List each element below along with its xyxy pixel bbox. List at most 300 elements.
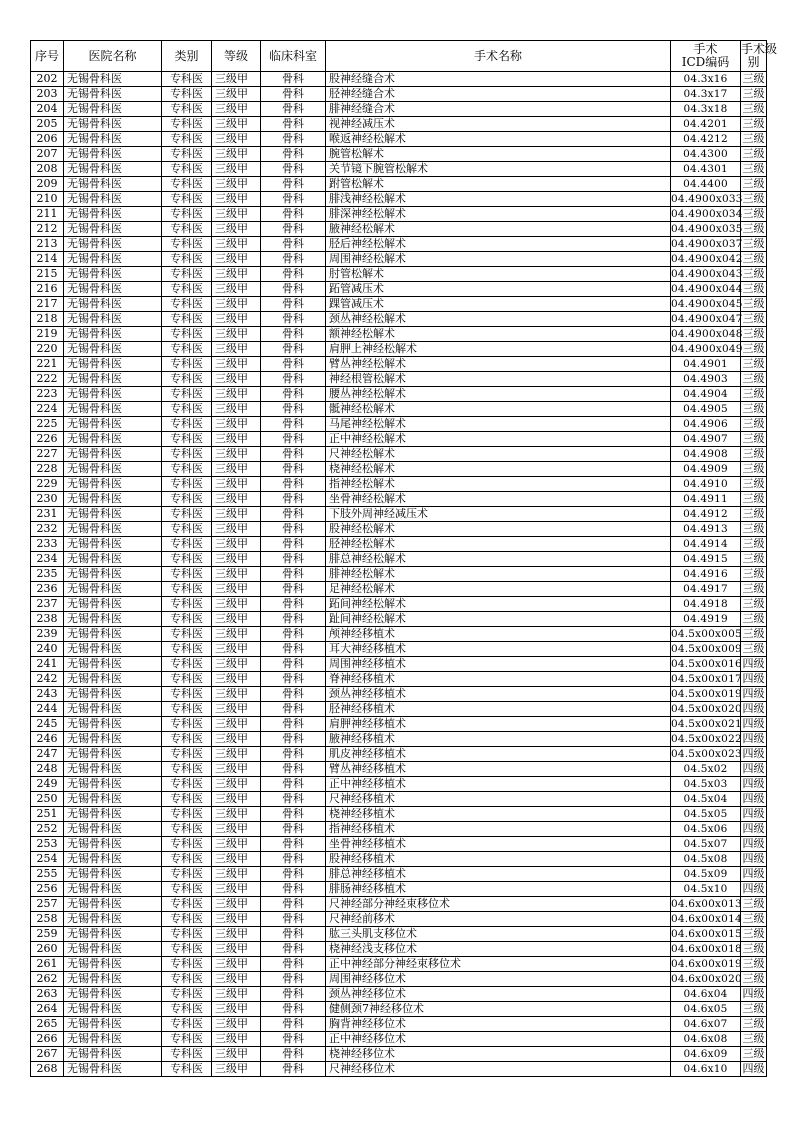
cell-level: 三级	[742, 402, 765, 415]
cell-grade: 三级甲	[212, 267, 261, 282]
cell-grade: 三级甲	[212, 897, 261, 912]
cell-hospital: 无锡骨科医	[64, 117, 162, 132]
cell-dept: 骨科	[261, 567, 326, 582]
cell-dept: 骨科	[261, 417, 326, 432]
cell-seq: 217	[31, 297, 64, 312]
cell-hospital: 无锡骨科医	[64, 207, 162, 222]
cell-category: 专科医	[162, 102, 212, 117]
cell-surgery: 踝管减压术	[326, 297, 671, 312]
cell-dept: 骨科	[261, 477, 326, 492]
cell-seq: 206	[31, 132, 64, 147]
cell-dept: 骨科	[261, 762, 326, 777]
cell-category: 专科医	[162, 117, 212, 132]
cell-level: 三级	[742, 297, 765, 310]
table-row	[31, 942, 767, 957]
cell-icd: 04.5x04	[671, 792, 741, 807]
cell-icd: 04.4919	[671, 612, 741, 627]
cell-surgery: 关节镜下腕管松解术	[326, 162, 671, 177]
cell-surgery: 神经根管松解术	[326, 372, 671, 387]
cell-dept: 骨科	[261, 522, 326, 537]
cell-category: 专科医	[162, 957, 212, 972]
cell-surgery: 腓神经松解术	[326, 567, 671, 582]
cell-hospital: 无锡骨科医	[64, 687, 162, 702]
cell-seq: 208	[31, 162, 64, 177]
cell-category: 专科医	[162, 267, 212, 282]
cell-level: 三级	[742, 327, 765, 340]
cell-seq: 266	[31, 1032, 64, 1047]
cell-icd: 04.5x05	[671, 807, 741, 822]
cell-icd: 04.5x00x017	[671, 673, 742, 685]
cell-seq: 232	[31, 522, 64, 537]
cell-icd: 04.6x10	[671, 1062, 741, 1077]
cell-surgery: 尺神经移位术	[326, 1062, 671, 1077]
cell-hospital: 无锡骨科医	[64, 162, 162, 177]
cell-hospital: 无锡骨科医	[64, 102, 162, 117]
cell-dept: 骨科	[261, 627, 326, 642]
table-row	[31, 987, 767, 1002]
cell-seq: 243	[31, 687, 64, 702]
cell-grade: 三级甲	[212, 702, 261, 717]
cell-seq: 267	[31, 1047, 64, 1062]
cell-level: 三级	[742, 582, 765, 595]
cell-grade: 三级甲	[212, 762, 261, 777]
cell-level: 三级	[742, 1017, 765, 1030]
cell-category: 专科医	[162, 597, 212, 612]
cell-level: 三级	[742, 237, 765, 250]
table-row	[31, 642, 767, 657]
cell-seq: 237	[31, 597, 64, 612]
cell-icd: 04.5x02	[671, 762, 741, 777]
cell-icd: 04.4900x042	[671, 253, 743, 265]
cell-surgery: 正中神经部分神经束移位术	[326, 957, 671, 972]
cell-category: 专科医	[162, 72, 212, 87]
cell-hospital: 无锡骨科医	[64, 282, 162, 297]
table-row	[31, 1017, 767, 1032]
cell-seq: 218	[31, 312, 64, 327]
cell-grade: 三级甲	[212, 177, 261, 192]
cell-category: 专科医	[162, 402, 212, 417]
cell-icd: 04.4907	[671, 432, 741, 447]
cell-hospital: 无锡骨科医	[64, 1017, 162, 1032]
header-hospital: 医院名称	[64, 41, 162, 72]
cell-seq: 226	[31, 432, 64, 447]
cell-grade: 三级甲	[212, 852, 261, 867]
cell-surgery: 正中神经松解术	[326, 432, 671, 447]
cell-seq: 258	[31, 912, 64, 927]
cell-grade: 三级甲	[212, 207, 261, 222]
cell-category: 专科医	[162, 432, 212, 447]
cell-seq: 234	[31, 552, 64, 567]
cell-seq: 251	[31, 807, 64, 822]
cell-hospital: 无锡骨科医	[64, 747, 162, 762]
cell-category: 专科医	[162, 897, 212, 912]
cell-hospital: 无锡骨科医	[64, 777, 162, 792]
cell-icd: 04.5x00x020	[671, 703, 742, 715]
cell-level: 三级	[742, 207, 765, 220]
table-row	[31, 822, 767, 837]
cell-dept: 骨科	[261, 507, 326, 522]
cell-seq: 227	[31, 447, 64, 462]
cell-icd: 04.5x00x019	[671, 688, 742, 700]
table-row	[31, 867, 767, 882]
cell-surgery: 额神经松解术	[326, 327, 671, 342]
cell-surgery: 马尾神经松解术	[326, 417, 671, 432]
cell-seq: 252	[31, 822, 64, 837]
cell-category: 专科医	[162, 867, 212, 882]
surgery-list-sheet	[30, 40, 778, 1077]
cell-icd: 04.6x00x019	[671, 958, 742, 970]
cell-category: 专科医	[162, 732, 212, 747]
table-row	[31, 747, 767, 762]
cell-hospital: 无锡骨科医	[64, 507, 162, 522]
cell-category: 专科医	[162, 462, 212, 477]
cell-level: 四级	[742, 822, 765, 835]
cell-level: 三级	[742, 177, 765, 190]
cell-hospital: 无锡骨科医	[64, 357, 162, 372]
cell-level: 四级	[742, 867, 765, 880]
cell-icd: 04.6x07	[671, 1017, 741, 1032]
cell-level: 三级	[742, 342, 765, 355]
cell-surgery: 桡神经浅支移位术	[326, 942, 671, 957]
cell-hospital: 无锡骨科医	[64, 672, 162, 687]
cell-surgery: 腋神经松解术	[326, 222, 671, 237]
cell-hospital: 无锡骨科医	[64, 132, 162, 147]
cell-hospital: 无锡骨科医	[64, 702, 162, 717]
cell-category: 专科医	[162, 747, 212, 762]
cell-icd: 04.4905	[671, 402, 741, 417]
cell-grade: 三级甲	[212, 1062, 261, 1077]
cell-category: 专科医	[162, 147, 212, 162]
cell-level: 四级	[742, 702, 765, 715]
cell-category: 专科医	[162, 822, 212, 837]
cell-dept: 骨科	[261, 597, 326, 612]
cell-level: 三级	[742, 132, 765, 145]
cell-dept: 骨科	[261, 312, 326, 327]
cell-icd: 04.6x00x015	[671, 928, 742, 940]
cell-grade: 三级甲	[212, 642, 261, 657]
cell-hospital: 无锡骨科医	[64, 552, 162, 567]
table-row	[31, 252, 767, 267]
cell-level: 三级	[742, 447, 765, 460]
cell-surgery: 腓深神经松解术	[326, 207, 671, 222]
cell-icd: 04.4901	[671, 357, 741, 372]
cell-seq: 212	[31, 222, 64, 237]
cell-level: 四级	[742, 882, 765, 895]
cell-hospital: 无锡骨科医	[64, 762, 162, 777]
cell-hospital: 无锡骨科医	[64, 987, 162, 1002]
cell-dept: 骨科	[261, 837, 326, 852]
cell-icd: 04.6x09	[671, 1047, 741, 1062]
cell-hospital: 无锡骨科医	[64, 612, 162, 627]
table-row	[31, 792, 767, 807]
cell-icd: 04.4900x044	[671, 283, 743, 295]
cell-hospital: 无锡骨科医	[64, 867, 162, 882]
cell-level: 三级	[742, 102, 765, 115]
table-row	[31, 657, 767, 672]
cell-level: 三级	[742, 222, 765, 235]
cell-dept: 骨科	[261, 732, 326, 747]
table-row	[31, 162, 767, 177]
header-icd-line1: 手术	[693, 42, 718, 56]
header-surgery: 手术名称	[326, 41, 671, 72]
cell-grade: 三级甲	[212, 402, 261, 417]
cell-dept: 骨科	[261, 987, 326, 1002]
cell-dept: 骨科	[261, 867, 326, 882]
cell-level: 四级	[742, 837, 765, 850]
cell-dept: 骨科	[261, 687, 326, 702]
table-row	[31, 192, 767, 207]
cell-surgery: 腰丛神经松解术	[326, 387, 671, 402]
cell-dept: 骨科	[261, 672, 326, 687]
cell-level: 四级	[742, 747, 765, 760]
cell-surgery: 足神经松解术	[326, 582, 671, 597]
cell-dept: 骨科	[261, 387, 326, 402]
cell-seq: 221	[31, 357, 64, 372]
cell-level: 三级	[742, 282, 765, 295]
cell-seq: 260	[31, 942, 64, 957]
cell-grade: 三级甲	[212, 627, 261, 642]
cell-hospital: 无锡骨科医	[64, 417, 162, 432]
cell-category: 专科医	[162, 552, 212, 567]
cell-dept: 骨科	[261, 657, 326, 672]
cell-level: 三级	[742, 477, 765, 490]
cell-hospital: 无锡骨科医	[64, 267, 162, 282]
cell-level: 三级	[742, 252, 765, 265]
cell-level: 三级	[742, 627, 765, 640]
cell-hospital: 无锡骨科医	[64, 597, 162, 612]
cell-dept: 骨科	[261, 642, 326, 657]
cell-surgery: 腓神经缝合术	[326, 102, 671, 117]
cell-hospital: 无锡骨科医	[64, 792, 162, 807]
table-row	[31, 612, 767, 627]
cell-dept: 骨科	[261, 327, 326, 342]
cell-surgery: 周围神经移植术	[326, 657, 671, 672]
cell-hospital: 无锡骨科医	[64, 492, 162, 507]
cell-grade: 三级甲	[212, 462, 261, 477]
cell-icd: 04.5x09	[671, 867, 741, 882]
table-row	[31, 597, 767, 612]
cell-category: 专科医	[162, 927, 212, 942]
cell-icd: 04.4918	[671, 597, 741, 612]
cell-hospital: 无锡骨科医	[64, 582, 162, 597]
cell-surgery: 胸背神经移位术	[326, 1017, 671, 1032]
cell-dept: 骨科	[261, 147, 326, 162]
table-row	[31, 447, 767, 462]
table-row	[31, 1002, 767, 1017]
cell-hospital: 无锡骨科医	[64, 567, 162, 582]
cell-surgery: 臂丛神经松解术	[326, 357, 671, 372]
cell-surgery: 尺神经松解术	[326, 447, 671, 462]
cell-grade: 三级甲	[212, 72, 261, 87]
cell-dept: 骨科	[261, 162, 326, 177]
cell-dept: 骨科	[261, 237, 326, 252]
cell-category: 专科医	[162, 1062, 212, 1077]
cell-category: 专科医	[162, 192, 212, 207]
cell-dept: 骨科	[261, 897, 326, 912]
cell-dept: 骨科	[261, 942, 326, 957]
cell-seq: 223	[31, 387, 64, 402]
cell-icd: 04.4914	[671, 537, 741, 552]
cell-surgery: 桡神经移位术	[326, 1047, 671, 1062]
cell-surgery: 周围神经移位术	[326, 972, 671, 987]
cell-icd: 04.4900x037	[671, 238, 743, 250]
cell-icd: 04.6x04	[671, 987, 741, 1002]
cell-category: 专科医	[162, 507, 212, 522]
cell-icd: 04.4915	[671, 552, 741, 567]
cell-surgery: 尺神经部分神经束移位术	[326, 897, 671, 912]
cell-surgery: 股神经移植术	[326, 852, 671, 867]
table-row	[31, 957, 767, 972]
cell-dept: 骨科	[261, 972, 326, 987]
cell-hospital: 无锡骨科医	[64, 447, 162, 462]
cell-level: 四级	[742, 807, 765, 820]
cell-surgery: 指神经松解术	[326, 477, 671, 492]
cell-grade: 三级甲	[212, 507, 261, 522]
cell-surgery: 腋神经移植术	[326, 732, 671, 747]
table-row	[31, 87, 767, 102]
table-row	[31, 387, 767, 402]
cell-icd: 04.4900x047	[671, 313, 743, 325]
table-row	[31, 312, 767, 327]
cell-category: 专科医	[162, 492, 212, 507]
cell-hospital: 无锡骨科医	[64, 807, 162, 822]
cell-dept: 骨科	[261, 612, 326, 627]
cell-grade: 三级甲	[212, 192, 261, 207]
cell-hospital: 无锡骨科医	[64, 1062, 162, 1077]
cell-hospital: 无锡骨科医	[64, 432, 162, 447]
table-row	[31, 762, 767, 777]
cell-hospital: 无锡骨科医	[64, 372, 162, 387]
cell-seq: 253	[31, 837, 64, 852]
cell-surgery: 骶神经松解术	[326, 402, 671, 417]
cell-seq: 265	[31, 1017, 64, 1032]
cell-seq: 203	[31, 87, 64, 102]
cell-surgery: 颈丛神经移植术	[326, 687, 671, 702]
cell-category: 专科医	[162, 87, 212, 102]
table-row	[31, 687, 767, 702]
cell-grade: 三级甲	[212, 657, 261, 672]
cell-level: 三级	[742, 957, 765, 970]
cell-surgery: 胫神经缝合术	[326, 87, 671, 102]
cell-grade: 三级甲	[212, 357, 261, 372]
cell-grade: 三级甲	[212, 162, 261, 177]
cell-icd: 04.6x00x013	[671, 898, 742, 910]
cell-grade: 三级甲	[212, 417, 261, 432]
cell-hospital: 无锡骨科医	[64, 972, 162, 987]
cell-category: 专科医	[162, 282, 212, 297]
cell-surgery: 桡神经松解术	[326, 462, 671, 477]
cell-level: 四级	[742, 852, 765, 865]
cell-level: 三级	[742, 612, 765, 625]
cell-dept: 骨科	[261, 702, 326, 717]
cell-seq: 225	[31, 417, 64, 432]
cell-dept: 骨科	[261, 912, 326, 927]
cell-level: 三级	[742, 522, 765, 535]
cell-icd: 04.4917	[671, 582, 741, 597]
cell-category: 专科医	[162, 237, 212, 252]
table-row	[31, 492, 767, 507]
cell-seq: 263	[31, 987, 64, 1002]
cell-level: 三级	[742, 72, 765, 85]
cell-hospital: 无锡骨科医	[64, 912, 162, 927]
cell-grade: 三级甲	[212, 552, 261, 567]
table-row	[31, 477, 767, 492]
cell-hospital: 无锡骨科医	[64, 942, 162, 957]
table-row	[31, 927, 767, 942]
table-row	[31, 972, 767, 987]
cell-icd: 04.5x10	[671, 882, 741, 897]
cell-surgery: 喉返神经松解术	[326, 132, 671, 147]
cell-surgery: 腓总神经松解术	[326, 552, 671, 567]
cell-hospital: 无锡骨科医	[64, 522, 162, 537]
cell-hospital: 无锡骨科医	[64, 477, 162, 492]
cell-surgery: 腕管松解术	[326, 147, 671, 162]
table-row	[31, 147, 767, 162]
cell-grade: 三级甲	[212, 1047, 261, 1062]
cell-category: 专科医	[162, 387, 212, 402]
cell-icd: 04.4900x045	[671, 298, 743, 310]
table-row	[31, 717, 767, 732]
cell-surgery: 跖间神经松解术	[326, 597, 671, 612]
header-row	[31, 41, 767, 72]
cell-category: 专科医	[162, 162, 212, 177]
cell-seq: 202	[31, 72, 64, 87]
cell-category: 专科医	[162, 297, 212, 312]
cell-grade: 三级甲	[212, 597, 261, 612]
cell-hospital: 无锡骨科医	[64, 822, 162, 837]
cell-dept: 骨科	[261, 72, 326, 87]
cell-category: 专科医	[162, 132, 212, 147]
cell-icd: 04.4301	[671, 162, 741, 177]
cell-icd: 04.5x00x023	[671, 748, 742, 760]
cell-dept: 骨科	[261, 1032, 326, 1047]
cell-icd: 04.4916	[671, 567, 741, 582]
cell-icd: 04.5x00x021	[671, 718, 742, 730]
cell-seq: 207	[31, 147, 64, 162]
cell-level: 三级	[742, 417, 765, 430]
cell-category: 专科医	[162, 312, 212, 327]
cell-grade: 三级甲	[212, 477, 261, 492]
cell-grade: 三级甲	[212, 1032, 261, 1047]
cell-hospital: 无锡骨科医	[64, 882, 162, 897]
cell-level: 三级	[742, 1032, 765, 1045]
cell-surgery: 股神经松解术	[326, 522, 671, 537]
cell-seq: 228	[31, 462, 64, 477]
cell-surgery: 坐骨神经松解术	[326, 492, 671, 507]
cell-level: 三级	[742, 372, 765, 385]
table-header	[31, 41, 778, 72]
cell-surgery: 肩胛神经移植术	[326, 717, 671, 732]
cell-level: 三级	[742, 1047, 765, 1060]
cell-level: 四级	[742, 672, 765, 685]
cell-surgery: 肌皮神经移植术	[326, 747, 671, 762]
cell-dept: 骨科	[261, 792, 326, 807]
cell-seq: 256	[31, 882, 64, 897]
cell-dept: 骨科	[261, 177, 326, 192]
table-row	[31, 432, 767, 447]
table-row	[31, 1062, 767, 1077]
cell-grade: 三级甲	[212, 837, 261, 852]
cell-surgery: 趾间神经松解术	[326, 612, 671, 627]
table-row	[31, 222, 767, 237]
cell-category: 专科医	[162, 357, 212, 372]
cell-seq: 216	[31, 282, 64, 297]
cell-grade: 三级甲	[212, 522, 261, 537]
cell-hospital: 无锡骨科医	[64, 252, 162, 267]
table-row	[31, 507, 767, 522]
cell-icd: 04.4300	[671, 147, 741, 162]
cell-surgery: 周围神经松解术	[326, 252, 671, 267]
